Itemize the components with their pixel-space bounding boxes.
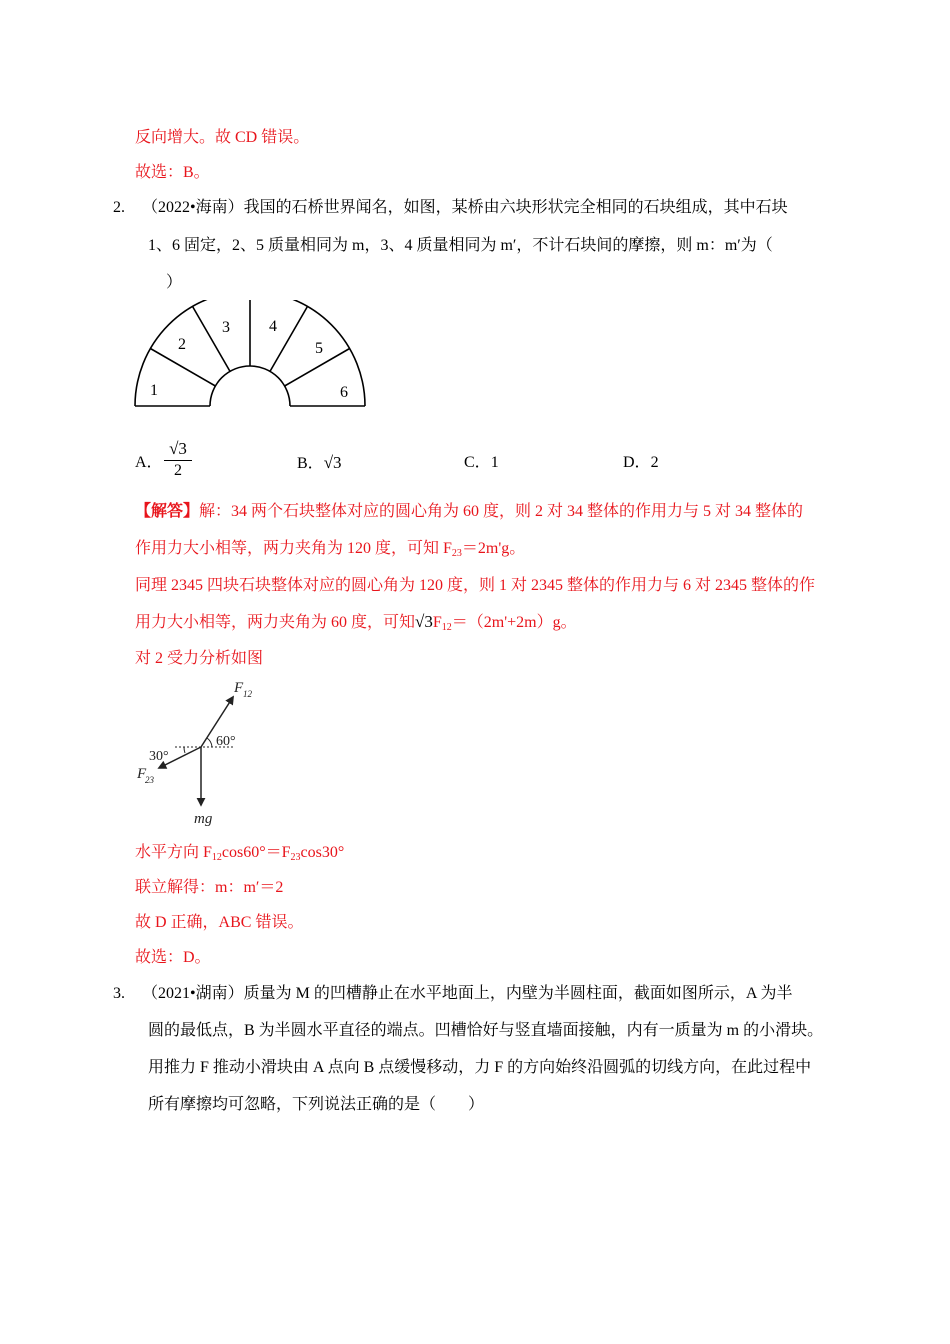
angle-60-label: 60° [216,734,236,749]
block-label-4: 4 [269,318,277,335]
prev-answer-line: 反向增大。故 CD 错误。 [135,129,310,146]
answer-text-1b: 作用力大小相等，两力夹角为 120 度，可知 F [135,540,452,557]
answer-line4 [135,612,577,633]
option-d-label: D． [623,454,651,471]
answer-text-1b-end: ＝2m'g。 [461,540,526,557]
option-d-value: 2 [650,454,659,471]
answer-text-1a: 解：34 两个石块整体对应的圆心角为 60 度，则 2 对 34 整体的作用力与 5 对 34 整体的 [199,503,804,520]
answer-line5: 对 2 受力分析如图 [135,650,264,667]
answer-line2 [135,539,525,559]
answer-line1 [135,502,803,522]
sqrt3-value: √3 [415,612,433,631]
q2-number: 2. [113,199,125,216]
q3-stem-line1: （2021•湖南）质量为 M 的凹槽静止在水平地面上，内壁为半圆柱面，截面如图所示，A 为半 [142,985,793,1002]
stone-bridge-figure [130,300,370,412]
eq-text-mid: cos60°＝F [221,844,291,861]
block-label-6: 6 [340,384,348,401]
block-label-3: 3 [222,319,230,336]
option-b[interactable] [297,453,342,474]
answer-text-2b-end: ＝（2m'+2m）g。 [451,614,577,631]
q2-stem-line1: （2022•海南）我国的石桥世界闻名，如图，某桥由六块形状完全相同的石块组成，其中石块 [142,199,788,216]
option-c-value: 1 [490,454,499,471]
f12-symbol: F [432,614,442,631]
option-a-fraction [160,439,196,481]
q3-number: 3. [113,985,125,1002]
q3-stem-line4: 所有摩擦均可忽略，下列说法正确的是（ ） [148,1096,485,1113]
eq-text-start: 水平方向 F [135,844,212,861]
q3-stem-line2: 圆的最低点，B 为半圆水平直径的端点。凹槽恰好与竖直墙面接触，内有一质量为 m 的小滑块。 [148,1022,824,1039]
choice-line: 故选：D。 [135,949,211,966]
block-label-2: 2 [178,336,186,353]
f23-label-sub: 23 [145,775,154,785]
q2-stem-line3: ） [166,274,183,291]
horizontal-equation [135,843,344,863]
prev-choice-line: 故选：B。 [135,164,210,181]
f12-subscript: 12 [441,622,452,633]
option-c[interactable] [464,453,499,473]
eq-text-end: cos30° [300,844,345,861]
eq-sub-23: 23 [290,852,301,863]
angle-30-label: 30° [149,749,169,764]
option-a[interactable] [135,453,163,473]
option-b-value: √3 [323,453,342,472]
solve-line: 联立解得：m：m′＝2 [135,879,284,896]
answer-tag: 【解答】 [135,503,200,520]
eq-sub-12: 12 [211,852,222,863]
force-diagram [130,675,270,830]
f23-label: F [137,766,147,782]
block-label-5: 5 [315,340,323,357]
f12-label: F [234,680,244,696]
answer-text-2b: 用力大小相等，两力夹角为 60 度，可知 [135,614,416,631]
option-c-label: C． [464,454,491,471]
q2-stem-line2: 1、6 固定，2、5 质量相同为 m，3、4 质量相同为 m′，不计石块间的摩擦，则 m：m′为（ [148,237,773,254]
answer-line3: 同理 2345 四块石块整体对应的圆心角为 120 度，则 1 对 2345 整体的作用力与 6 对 2345 整体的作 [135,577,816,594]
f23-subscript: 23 [451,548,462,559]
option-d[interactable] [623,453,659,473]
conclusion-line: 故 D 正确，ABC 错误。 [135,914,304,931]
q3-stem-line3: 用推力 F 推动小滑块由 A 点向 B 点缓慢移动，力 F 的方向始终沿圆弧的切线方向，在此过程中 [148,1059,812,1076]
block-label-1: 1 [150,382,158,399]
option-a-numerator: √3 [169,439,187,458]
mg-label: mg [194,811,213,827]
f12-label-sub: 12 [243,689,252,699]
option-a-label: A． [135,454,163,471]
option-b-label: B． [297,455,324,472]
option-a-denominator: 2 [174,462,182,479]
